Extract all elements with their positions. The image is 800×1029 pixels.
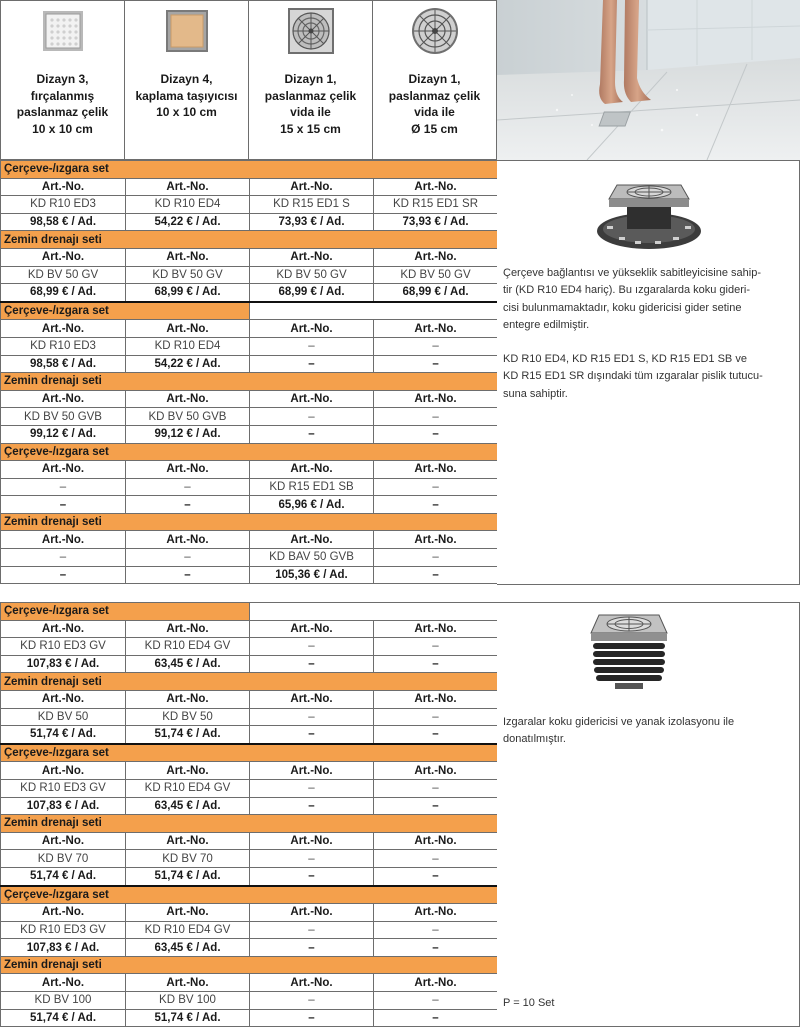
- column-header-cell: Art.-No.: [126, 904, 250, 922]
- column-header-cell: Art.-No.: [126, 178, 250, 196]
- product-1-line3: paslanmaz çelik: [16, 105, 109, 119]
- product-4-line4: Ø 15 cm: [411, 121, 458, 136]
- column-header-cell: Art.-No.: [250, 178, 374, 196]
- price-cell: 63,45 € / Ad.: [126, 655, 250, 673]
- price-cell: –: [250, 726, 374, 744]
- table-row: [1, 284, 498, 302]
- product-2-line3: 10 x 10 cm: [156, 105, 217, 119]
- price-cell: 68,99 € / Ad.: [126, 284, 250, 302]
- article-number-cell: –: [374, 708, 498, 726]
- column-header-cell: Art.-No.: [374, 762, 498, 780]
- price-cell: –: [250, 655, 374, 673]
- drain-body-icon: [587, 609, 671, 693]
- table-row: [1, 921, 498, 939]
- product-3-line4: 15 x 15 cm: [280, 121, 341, 136]
- table-row: [1, 655, 498, 673]
- side1-line3: cisi bulunmamaktadır, koku gidericisi gider setine: [503, 301, 742, 314]
- article-number-cell: –: [374, 408, 498, 426]
- price-cell: –: [1, 566, 126, 584]
- table-row: [1, 1009, 498, 1027]
- section-label: Zemin drenajı seti: [1, 815, 498, 833]
- column-header-cell: Art.-No.: [374, 690, 498, 708]
- side-panel-1: [497, 160, 800, 585]
- price-cell: 51,74 € / Ad.: [1, 726, 126, 744]
- price-cell: –: [126, 496, 250, 514]
- price-cell: 54,22 € / Ad.: [126, 213, 250, 231]
- article-number-cell: –: [374, 992, 498, 1010]
- price-cell: 99,12 € / Ad.: [1, 425, 126, 443]
- price-cell: –: [374, 425, 498, 443]
- table-row: [1, 992, 498, 1010]
- price-cell: 54,22 € / Ad.: [126, 355, 250, 373]
- column-header-cell: Art.-No.: [1, 620, 126, 638]
- article-number-cell: –: [374, 549, 498, 567]
- section-header-row: [1, 443, 498, 461]
- article-number-cell: –: [250, 779, 374, 797]
- article-number-cell: KD BV 70: [126, 850, 250, 868]
- price-cell: 107,83 € / Ad.: [1, 655, 126, 673]
- column-header-cell: Art.-No.: [250, 248, 374, 266]
- price-cell: 51,74 € / Ad.: [1, 1009, 126, 1027]
- drain-with-frame-icon: [593, 171, 705, 253]
- column-header-cell: Art.-No.: [250, 974, 374, 992]
- article-number-cell: KD BV 50 GVB: [1, 408, 126, 426]
- column-header-cell: Art.-No.: [1, 461, 126, 479]
- table-row: [1, 478, 498, 496]
- table-row: [1, 939, 498, 957]
- table-row: [1, 266, 498, 284]
- price-cell: –: [374, 797, 498, 815]
- section-label: Çerçeve-/ızgara set: [1, 443, 498, 461]
- table-row: [1, 762, 498, 780]
- price-cell: 107,83 € / Ad.: [1, 797, 126, 815]
- table-row: [1, 867, 498, 885]
- table-row: [1, 425, 498, 443]
- article-number-cell: KD BAV 50 GVB: [250, 549, 374, 567]
- price-cell: –: [374, 496, 498, 514]
- column-header-cell: Art.-No.: [126, 620, 250, 638]
- article-number-cell: –: [1, 478, 126, 496]
- product-3-line1: Dizayn 1,: [284, 72, 337, 86]
- article-number-cell: KD R10 ED4 GV: [126, 921, 250, 939]
- column-header-cell: Art.-No.: [1, 248, 126, 266]
- article-number-cell: –: [250, 850, 374, 868]
- section-header-row: [1, 302, 498, 320]
- section-header-row: [1, 373, 498, 391]
- shower-floor-photo: [497, 0, 800, 160]
- article-number-cell: KD R10 ED4: [126, 337, 250, 355]
- price-cell: –: [374, 355, 498, 373]
- product-column-4: [373, 1, 496, 159]
- table-row: [1, 496, 498, 514]
- article-number-cell: –: [250, 638, 374, 656]
- column-header-cell: Art.-No.: [1, 974, 126, 992]
- price-cell: 51,74 € / Ad.: [126, 867, 250, 885]
- column-header-cell: Art.-No.: [126, 690, 250, 708]
- table-row: [1, 549, 498, 567]
- price-cell: 107,83 € / Ad.: [1, 939, 126, 957]
- article-number-cell: KD R10 ED3: [1, 337, 126, 355]
- article-number-cell: KD R10 ED3 GV: [1, 638, 126, 656]
- table-row: [1, 248, 498, 266]
- side-panel-2: [497, 602, 800, 1027]
- column-header-cell: Art.-No.: [250, 390, 374, 408]
- article-number-cell: KD R10 ED4: [126, 196, 250, 214]
- section-label: Çerçeve-/ızgara set: [1, 886, 498, 904]
- price-cell: 73,93 € / Ad.: [374, 213, 498, 231]
- product-3-line2: paslanmaz çelik: [264, 88, 357, 103]
- side1-line4: entegre edilmiştir.: [503, 318, 590, 331]
- section-label: Çerçeve-/ızgara set: [1, 302, 250, 320]
- article-number-cell: KD BV 50: [126, 708, 250, 726]
- column-header-cell: Art.-No.: [374, 248, 498, 266]
- section-label: Zemin drenajı seti: [1, 956, 498, 974]
- column-header-cell: Art.-No.: [1, 832, 126, 850]
- column-header-cell: Art.-No.: [1, 762, 126, 780]
- product-4-line3: vida ile: [414, 105, 455, 119]
- table-row: [1, 797, 498, 815]
- section-header-row: [1, 744, 498, 762]
- column-header-cell: Art.-No.: [126, 531, 250, 549]
- column-header-cell: Art.-No.: [374, 178, 498, 196]
- price-cell: –: [374, 726, 498, 744]
- section-blank: [250, 603, 498, 621]
- column-header-cell: Art.-No.: [126, 974, 250, 992]
- article-number-cell: KD BV 50: [1, 708, 126, 726]
- article-number-cell: KD R10 ED3: [1, 196, 126, 214]
- price-cell: –: [374, 655, 498, 673]
- table-row: [1, 566, 498, 584]
- article-number-cell: –: [250, 408, 374, 426]
- table-row: [1, 638, 498, 656]
- price-cell: –: [250, 797, 374, 815]
- table-row: [1, 390, 498, 408]
- product-4-line1: Dizayn 1,: [408, 72, 461, 86]
- side2-line2: donatılmıştır.: [503, 733, 566, 746]
- column-header-cell: Art.-No.: [250, 461, 374, 479]
- article-number-cell: KD R15 ED1 S: [250, 196, 374, 214]
- column-header-cell: Art.-No.: [1, 690, 126, 708]
- product-1-line2: fırçalanmış: [30, 88, 95, 103]
- table-row: [1, 974, 498, 992]
- column-header-cell: Art.-No.: [374, 974, 498, 992]
- section-header-row: [1, 815, 498, 833]
- article-number-cell: KD R10 ED4 GV: [126, 779, 250, 797]
- article-number-cell: KD BV 50 GVB: [126, 408, 250, 426]
- side1-line5: KD R10 ED4, KD R15 ED1 S, KD R15 ED1 SB ve: [503, 353, 747, 366]
- price-cell: –: [250, 939, 374, 957]
- section-label: Zemin drenajı seti: [1, 231, 498, 249]
- product-column-1: [1, 1, 125, 159]
- section-header-row: [1, 956, 498, 974]
- table-row: [1, 461, 498, 479]
- table-row: [1, 355, 498, 373]
- section-blank: [250, 302, 498, 320]
- section-header-row: [1, 231, 498, 249]
- price-cell: 68,99 € / Ad.: [1, 284, 126, 302]
- section-header-row: [1, 513, 498, 531]
- table-row: [1, 213, 498, 231]
- article-number-cell: –: [374, 779, 498, 797]
- column-header-cell: Art.-No.: [374, 904, 498, 922]
- price-cell: –: [250, 425, 374, 443]
- section-header-row: [1, 161, 498, 179]
- price-cell: –: [1, 496, 126, 514]
- column-header-cell: Art.-No.: [374, 320, 498, 338]
- column-header-cell: Art.-No.: [126, 320, 250, 338]
- price-cell: 63,45 € / Ad.: [126, 797, 250, 815]
- article-number-cell: KD BV 50 GV: [1, 266, 126, 284]
- column-header-cell: Art.-No.: [126, 762, 250, 780]
- column-header-cell: Art.-No.: [374, 461, 498, 479]
- price-cell: –: [250, 867, 374, 885]
- section-header-row: [1, 603, 498, 621]
- price-cell: 68,99 € / Ad.: [374, 284, 498, 302]
- article-number-cell: –: [374, 478, 498, 496]
- product-1-line1: Dizayn 3,: [36, 72, 89, 86]
- article-number-cell: –: [126, 478, 250, 496]
- table-row: [1, 320, 498, 338]
- column-header-cell: Art.-No.: [374, 390, 498, 408]
- column-header-cell: Art.-No.: [126, 832, 250, 850]
- column-header-cell: Art.-No.: [126, 461, 250, 479]
- section-label: Zemin drenajı seti: [1, 513, 498, 531]
- column-header-cell: Art.-No.: [126, 248, 250, 266]
- table-row: [1, 337, 498, 355]
- column-header-cell: Art.-No.: [250, 531, 374, 549]
- table-row: [1, 850, 498, 868]
- side1-line1: Çerçeve bağlantısı ve yükseklik sabitleyicisine sahip-: [503, 267, 762, 279]
- section-label: Zemin drenajı seti: [1, 673, 498, 691]
- table-row: [1, 708, 498, 726]
- price-cell: 65,96 € / Ad.: [250, 496, 374, 514]
- section-header-row: [1, 673, 498, 691]
- table-row: [1, 904, 498, 922]
- footnote: P = 10 Set: [503, 997, 555, 1009]
- tile-carrier-grate-icon: [157, 5, 217, 61]
- table-row: [1, 726, 498, 744]
- side2-line1: Izgaralar koku gidericisi ve yanak izolasyonu ile: [503, 716, 735, 728]
- article-number-cell: KD BV 50 GV: [374, 266, 498, 284]
- table-row: [1, 832, 498, 850]
- product-column-3: [249, 1, 373, 159]
- square-round-grate-icon: [281, 5, 341, 61]
- side1-line7: suna sahiptir.: [503, 387, 568, 400]
- price-cell: –: [374, 939, 498, 957]
- price-cell: –: [374, 867, 498, 885]
- table-row: [1, 196, 498, 214]
- table-row: [1, 779, 498, 797]
- column-header-cell: Art.-No.: [126, 390, 250, 408]
- product-2-line1: Dizayn 4,: [160, 72, 213, 86]
- price-cell: –: [126, 566, 250, 584]
- column-header-cell: Art.-No.: [250, 832, 374, 850]
- article-number-cell: KD BV 70: [1, 850, 126, 868]
- price-cell: –: [374, 566, 498, 584]
- product-header: [0, 0, 497, 160]
- price-cell: –: [250, 1009, 374, 1027]
- product-column-2: [125, 1, 249, 159]
- price-cell: 68,99 € / Ad.: [250, 284, 374, 302]
- price-cell: 99,12 € / Ad.: [126, 425, 250, 443]
- section-label: Zemin drenajı seti: [1, 373, 498, 391]
- column-header-cell: Art.-No.: [374, 620, 498, 638]
- column-header-cell: Art.-No.: [250, 904, 374, 922]
- article-number-cell: –: [126, 549, 250, 567]
- article-number-cell: KD R15 ED1 SB: [250, 478, 374, 496]
- table-row: [1, 620, 498, 638]
- article-number-cell: –: [374, 638, 498, 656]
- price-cell: 51,74 € / Ad.: [126, 1009, 250, 1027]
- column-header-cell: Art.-No.: [250, 690, 374, 708]
- article-number-cell: –: [374, 921, 498, 939]
- article-number-cell: –: [1, 549, 126, 567]
- article-number-cell: –: [374, 337, 498, 355]
- table-row: [1, 690, 498, 708]
- product-2-line2: kaplama taşıyıcısı: [135, 88, 238, 103]
- price-cell: 98,58 € / Ad.: [1, 213, 126, 231]
- table-row: [1, 408, 498, 426]
- side1-line6: KD R15 ED1 SR dışındaki tüm ızgaralar pislik tutucu-: [503, 370, 763, 383]
- article-number-cell: –: [250, 337, 374, 355]
- column-header-cell: Art.-No.: [1, 531, 126, 549]
- article-number-cell: –: [250, 992, 374, 1010]
- product-4-line2: paslanmaz çelik: [388, 88, 481, 103]
- column-header-cell: Art.-No.: [1, 390, 126, 408]
- column-header-cell: Art.-No.: [1, 320, 126, 338]
- section-label: Çerçeve-/ızgara set: [1, 603, 250, 621]
- article-number-cell: –: [250, 708, 374, 726]
- column-header-cell: Art.-No.: [250, 620, 374, 638]
- price-cell: –: [250, 355, 374, 373]
- article-number-cell: KD R10 ED3 GV: [1, 921, 126, 939]
- column-header-cell: Art.-No.: [250, 320, 374, 338]
- article-number-cell: –: [374, 850, 498, 868]
- price-table-2: [0, 602, 498, 1027]
- side1-line2: tir (KD R10 ED4 hariç). Bu ızgaralarda koku gideri-: [503, 284, 750, 297]
- product-1-line4: 10 x 10 cm: [32, 121, 93, 136]
- column-header-cell: Art.-No.: [1, 904, 126, 922]
- article-number-cell: KD BV 100: [1, 992, 126, 1010]
- square-tile-grate-icon: [33, 5, 93, 61]
- price-cell: 73,93 € / Ad.: [250, 213, 374, 231]
- price-cell: 63,45 € / Ad.: [126, 939, 250, 957]
- column-header-cell: Art.-No.: [250, 762, 374, 780]
- section-label: Çerçeve-/ızgara set: [1, 744, 498, 762]
- article-number-cell: KD R15 ED1 SR: [374, 196, 498, 214]
- product-3-line3: vida ile: [290, 105, 331, 119]
- price-cell: –: [374, 1009, 498, 1027]
- article-number-cell: KD BV 50 GV: [126, 266, 250, 284]
- article-number-cell: KD BV 50 GV: [250, 266, 374, 284]
- column-header-cell: Art.-No.: [374, 531, 498, 549]
- price-table-1: [0, 160, 498, 584]
- round-grate-icon: [405, 5, 465, 61]
- article-number-cell: KD R10 ED3 GV: [1, 779, 126, 797]
- column-header-cell: Art.-No.: [1, 178, 126, 196]
- price-cell: 98,58 € / Ad.: [1, 355, 126, 373]
- price-cell: 51,74 € / Ad.: [126, 726, 250, 744]
- section-header-row: [1, 886, 498, 904]
- article-number-cell: KD R10 ED4 GV: [126, 638, 250, 656]
- table-row: [1, 178, 498, 196]
- table-row: [1, 531, 498, 549]
- column-header-cell: Art.-No.: [374, 832, 498, 850]
- price-cell: 105,36 € / Ad.: [250, 566, 374, 584]
- article-number-cell: –: [250, 921, 374, 939]
- article-number-cell: KD BV 100: [126, 992, 250, 1010]
- price-cell: 51,74 € / Ad.: [1, 867, 126, 885]
- section-label: Çerçeve-/ızgara set: [1, 161, 498, 179]
